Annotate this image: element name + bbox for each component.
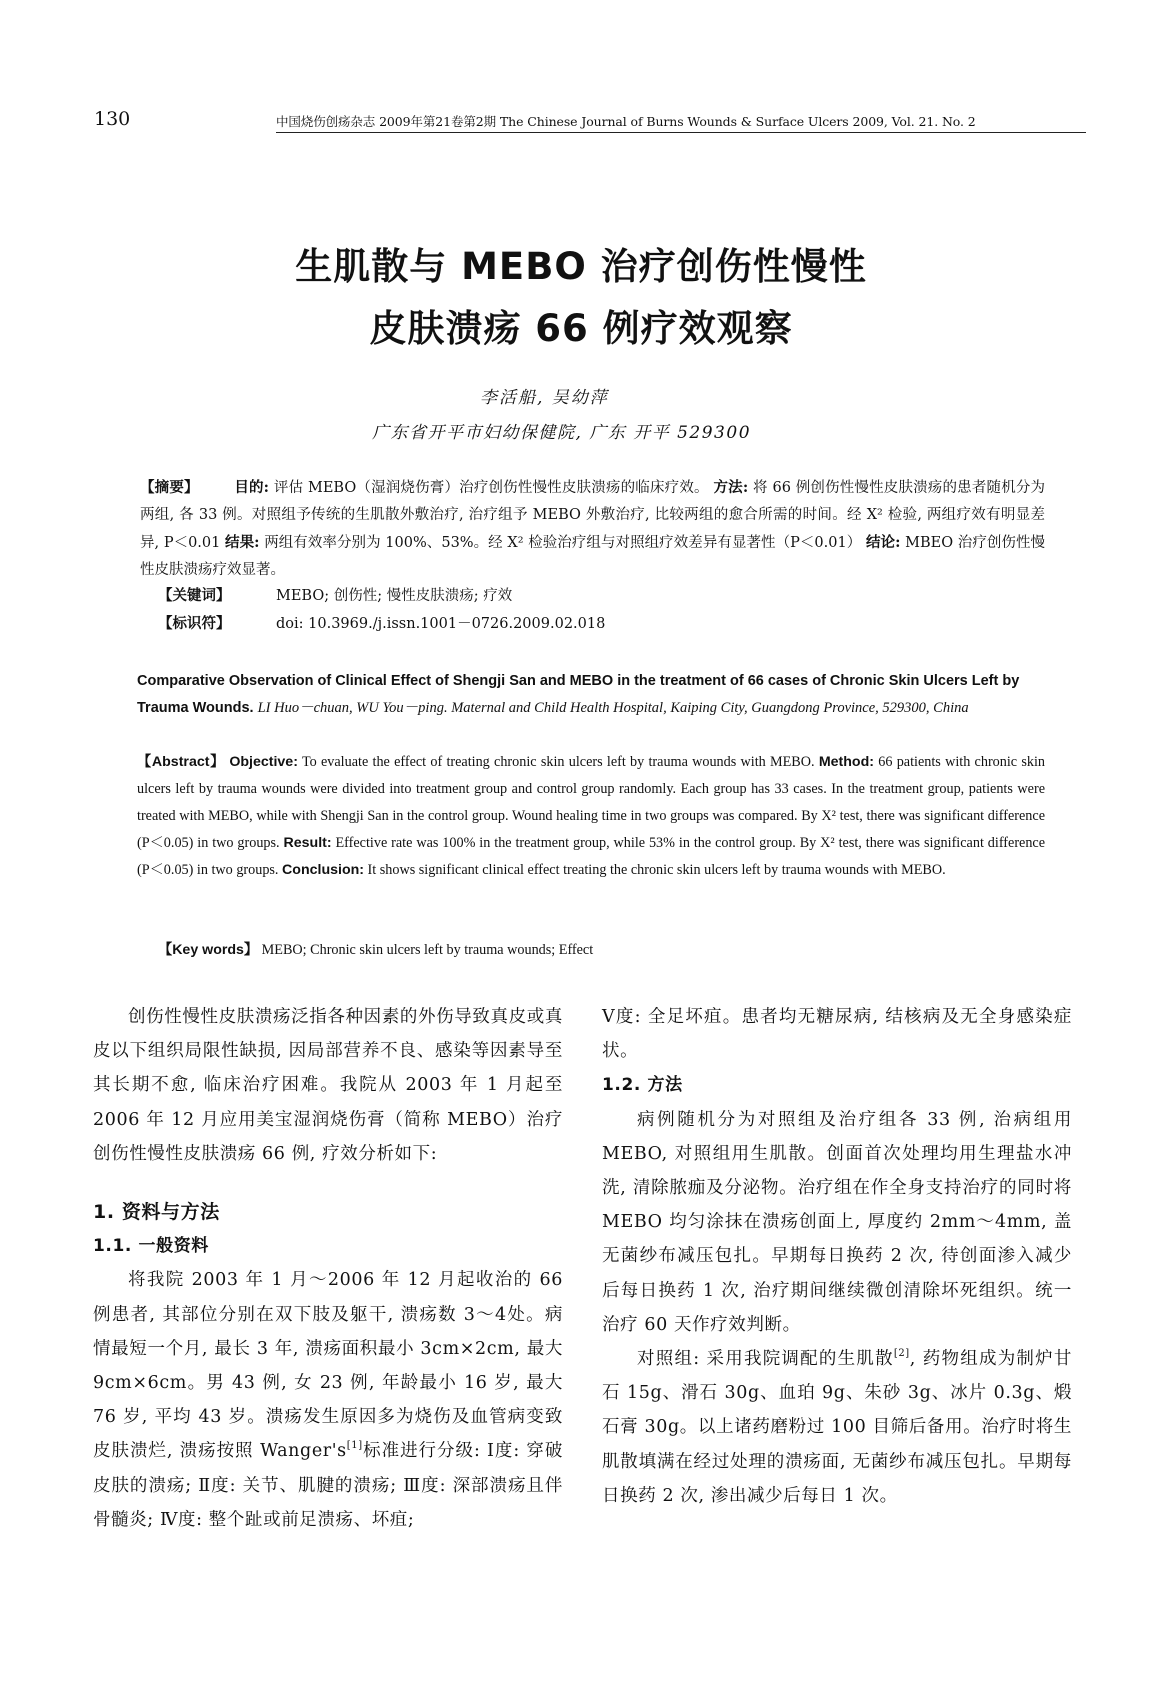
citation-1: [1] xyxy=(346,1440,363,1452)
conclusion-cn-label: 结论: xyxy=(865,534,901,551)
objective-en: To evaluate the effect of treating chronic skin ulcers left by trauma wounds with MEBO. xyxy=(301,754,815,770)
keywords-cn-text: MEBO; 创伤性; 慢性皮肤溃疡; 疗效 xyxy=(276,588,513,604)
body-column-left xyxy=(93,1000,563,1537)
english-title: Comparative Observation of Clinical Effect of Shengji San and MEBO in the treatment of 66 cases of Chronic Skin Ulcers Left by Trauma Wounds. xyxy=(137,673,1020,716)
control-group-text-b: , 药物组成为制炉甘石 15g、滑石 30g、血珀 9g、朱砂 3g、冰片 0.3g、煅石膏 30g。以上诸药磨粉过 100 目筛后备用。治疗时将生肌散填满在经过处理的溃疡面, 无菌纱布减压包扎。早期每日换药 2 次, 渗出减少后每日 1 次。 xyxy=(602,1349,1072,1506)
title-line-2: 皮肤溃疡 66 例疗效观察 xyxy=(369,307,793,350)
result-en: Effective rate was 100% in the treatment group, while 53% in the control group. By X² test, there was significant difference (P＜0.05) in two groups. xyxy=(137,835,1046,878)
result-cn-label: 结果: xyxy=(225,534,260,551)
running-header: 中国烧伤创疡杂志 2009年第21卷第2期 The Chinese Journal of Burns Wounds & Surface Ulcers 2009, Vol. 21. No. 2 xyxy=(276,112,1086,133)
page-number: 130 xyxy=(94,108,131,130)
method-en: 66 patients with chronic skin ulcers left by trauma wounds were divided into treatment group and control group randomly. Each group has 33 cases. In the treatment group, patients were treated with MEBO, while with Shengji San in the control group. Wound healing time in two groups was compared. By X² test, there was significant difference (P＜0.05) in two groups. xyxy=(137,754,1046,851)
objective-en-label: Objective: xyxy=(229,754,298,770)
method-cn-label: 方法: xyxy=(713,479,749,496)
grade-v-paragraph: Ⅴ度: 全足坏疽。患者均无糖尿病, 结核病及无全身感染症状。 xyxy=(602,1007,1072,1062)
method-cn: 将 66 例创伤性慢性皮肤溃疡的患者随机分为两组, 各 33 例。对照组予传统的生肌散外敷治疗, 治疗组予 MEBO 外敷治疗, 比较两组的愈合所需的时间。经 X² 检验, 两组疗效有明显差异, P＜0.01 xyxy=(140,480,1046,551)
abstract-en xyxy=(137,749,1045,884)
body-column-right xyxy=(602,1000,1072,1513)
section-heading-1-1: 1.1. 一般资料 xyxy=(93,1236,209,1257)
conclusion-cn: MBEO 治疗创伤性慢性皮肤溃疡疗效显著。 xyxy=(140,535,1046,578)
section-heading-1: 1. 资料与方法 xyxy=(93,1201,220,1224)
result-cn: 两组有效率分别为 100%、53%。经 X² 检验治疗组与对照组疗效差异有显著性（P＜0.01） xyxy=(264,535,862,551)
method-en-label: Method: xyxy=(818,754,874,770)
general-data-text-b: 标准进行分级: Ⅰ度: 穿破皮肤的溃疡; Ⅱ度: 关节、肌腱的溃疡; Ⅲ度: 深部溃疡且伴骨髓炎; Ⅳ度: 整个趾或前足溃疡、坏疽; xyxy=(93,1441,563,1530)
control-group-paragraph xyxy=(602,1342,1072,1513)
keywords-cn-label: 【关键词】 xyxy=(158,587,231,604)
doi xyxy=(158,612,605,633)
keywords-en-text: MEBO; Chronic skin ulcers left by trauma wounds; Effect xyxy=(261,942,594,958)
objective-cn-label: 目的: xyxy=(234,479,270,496)
result-en-label: Result: xyxy=(283,835,332,851)
general-data-text-a: 将我院 2003 年 1 月～2006 年 12 月起收治的 66 例患者, 其部位分别在双下肢及躯干, 溃疡数 3～4处。病情最短一个月, 最长 3 年, 溃疡面积最小 3cm×2cm, 最大 9cm×6cm。男 43 例, 女 23 例, 年龄最小 16 岁, 最大 76 岁, 平均 43 岁。溃疡发生原因多为烧伤及血管病变致皮肤溃烂, 溃疡按照 Wanger's xyxy=(93,1270,563,1462)
english-authors-affiliation: LI Huo－chuan, WU You－ping. Maternal and Child Health Hospital, Kaiping City, Guangdong Province, 529300, China xyxy=(257,700,969,716)
intro-paragraph: 创伤性慢性皮肤溃疡泛指各种因素的外伤导致真皮或真皮以下组织局限性缺损, 因局部营养不良、感染等因素导至其长期不愈, 临床治疗困难。我院从 2003 年 1 月起至 2006 年 12 月应用美宝湿润烧伤膏（简称 MEBO）治疗创伤性慢性皮肤溃疡 66 例, 疗效分析如下: xyxy=(93,1007,563,1164)
keywords-en-label: 【Key words】 xyxy=(158,942,259,958)
section-heading-1-2: 1.2. 方法 xyxy=(602,1075,683,1096)
affiliation: 广东省开平市妇幼保健院, 广东 开平 529300 xyxy=(372,423,752,443)
abstract-en-label: 【Abstract】 xyxy=(137,754,226,770)
keywords-en xyxy=(158,939,593,959)
authors: 李活船, 吴幼萍 xyxy=(480,388,609,408)
conclusion-en-label: Conclusion: xyxy=(282,862,364,878)
keywords-cn xyxy=(158,584,512,605)
english-title-block xyxy=(137,668,1045,722)
conclusion-en: It shows significant clinical effect treating the chronic skin ulcers left by trauma wounds with MEBO. xyxy=(367,862,946,878)
general-data-paragraph xyxy=(93,1263,563,1537)
control-group-text-a: 对照组: 采用我院调配的生肌散 xyxy=(637,1349,894,1370)
title-line-1: 生肌散与 MEBO 治疗创伤性慢性 xyxy=(295,245,867,288)
doi-label: 【标识符】 xyxy=(158,615,231,632)
abstract-cn-label: 【摘要】 xyxy=(140,479,199,496)
method-paragraph: 病例随机分为对照组及治疗组各 33 例, 治病组用 MEBO, 对照组用生肌散。创面首次处理均用生理盐水冲洗, 清除脓痂及分泌物。治疗组在作全身支持治疗的同时将 MEBO 均匀涂抹在溃疡创面上, 厚度约 2mm～4mm, 盖无菌纱布减压包扎。早期每日换药 2 次, 待创面渗入减少后每日换药 1 次, 治疗期间继续微创清除坏死组织。统一治疗 60 天作疗效判断。 xyxy=(602,1109,1072,1335)
citation-2: [2] xyxy=(893,1348,910,1360)
doi-text: doi: 10.3969./j.issn.1001－0726.2009.02.018 xyxy=(276,616,606,632)
article-title xyxy=(0,236,1162,360)
abstract-cn xyxy=(140,474,1045,584)
objective-cn: 评估 MEBO（湿润烧伤膏）治疗创伤性慢性皮肤溃疡的临床疗效。 xyxy=(273,480,709,496)
